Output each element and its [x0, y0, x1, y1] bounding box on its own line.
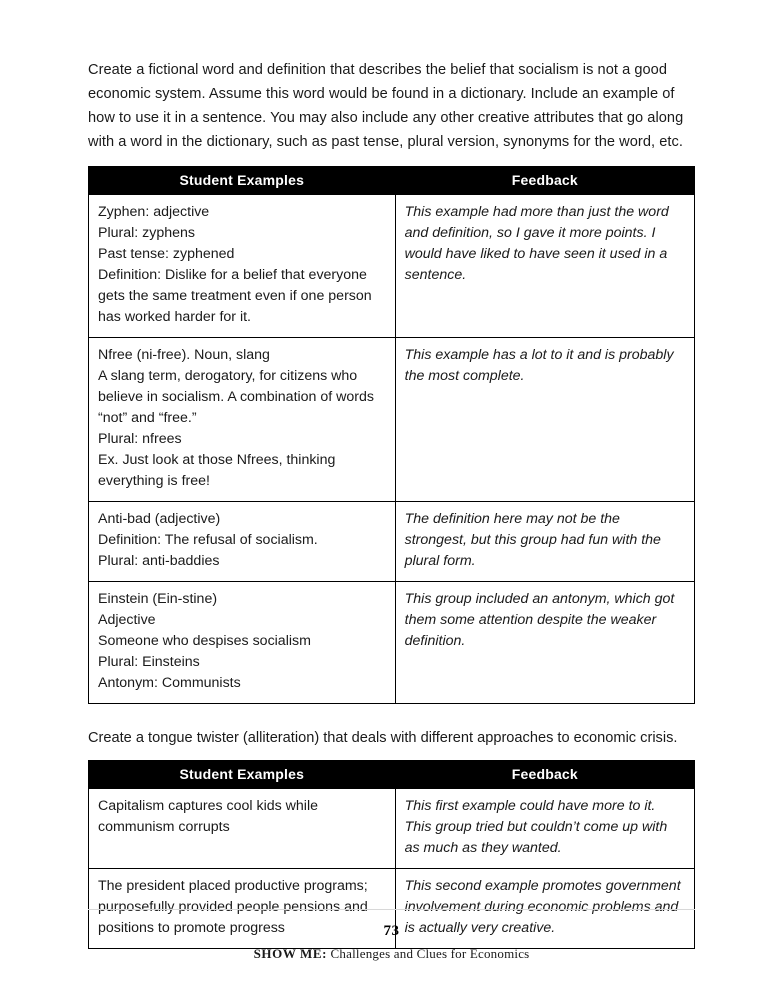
student-example-cell	[89, 195, 396, 338]
page-number: 73	[383, 923, 400, 939]
example-line: Past tense: zyphened	[98, 246, 235, 262]
student-examples-table-1	[88, 166, 695, 704]
example-line: Plural: zyphens	[98, 225, 195, 241]
example-line: Einstein (Ein-stine)	[98, 591, 218, 607]
table-row	[89, 338, 695, 502]
footer-brand: SHOW ME:	[253, 946, 328, 961]
footer-divider	[88, 909, 695, 910]
example-line: The president placed productive programs; purposefully provided people pensions and positions to promote progress	[98, 878, 368, 936]
feedback-cell: This example had more than just the word and definition, so I gave it more points. I would have liked to have seen it used in a sentence.	[395, 195, 694, 338]
example-line: Plural: Einsteins	[98, 654, 200, 670]
footer-title	[88, 946, 695, 962]
example-line: Anti-bad (adjective)	[98, 511, 221, 527]
student-example-cell	[89, 582, 396, 704]
example-line: Adjective	[98, 612, 156, 628]
example-line: Antonym: Communists	[98, 675, 241, 691]
table-header-row	[89, 167, 695, 195]
table-row	[89, 195, 695, 338]
intro-prompt: Create a fictional word and definition that describes the belief that socialism is not a good economic system. Assume this word would be found in a dictionary. Include an example of how to use it in a sentence. You may also include any other creative attributes that go along with a word in the dictionary, such as past tense, plural version, synonyms for the word, etc.	[88, 62, 684, 150]
feedback-cell: The definition here may not be the strongest, but this group had fun with the plural form.	[395, 502, 694, 582]
example-line: Nfree (ni-free). Noun, slang	[98, 347, 270, 363]
table-row	[89, 582, 695, 704]
student-example-cell	[89, 789, 396, 869]
example-line: Plural: nfrees	[98, 431, 182, 447]
example-line: Zyphen: adjective	[98, 204, 210, 220]
feedback-cell: This first example could have more to it. This group tried but couldn’t come up with as much as they wanted.	[395, 789, 694, 869]
feedback-cell: This example has a lot to it and is probably the most complete.	[395, 338, 694, 502]
example-line: Definition: The refusal of socialism.	[98, 532, 318, 548]
second-prompt: Create a tongue twister (alliteration) that deals with different approaches to economic crisis.	[88, 730, 678, 746]
column-header-student-examples: Student Examples	[89, 761, 396, 789]
table-header-row	[89, 761, 695, 789]
page-footer	[88, 909, 695, 962]
feedback-cell: This group included an antonym, which got them some attention despite the weaker definition.	[395, 582, 694, 704]
feedback-cell: This second example promotes government involvement during economic problems and is actually very creative.	[395, 869, 694, 949]
column-header-feedback: Feedback	[395, 761, 694, 789]
student-example-cell	[89, 502, 396, 582]
student-example-cell	[89, 338, 396, 502]
example-line: Capitalism captures cool kids while communism corrupts	[98, 798, 318, 835]
column-header-student-examples: Student Examples	[89, 167, 396, 195]
table-row	[89, 502, 695, 582]
footer-subtitle: Challenges and Clues for Economics	[327, 946, 530, 961]
example-line: Someone who despises socialism	[98, 633, 311, 649]
example-line: A slang term, derogatory, for citizens who believe in socialism. A combination of words “not” and “free.”	[98, 368, 375, 426]
example-line: Ex. Just look at those Nfrees, thinking everything is free!	[98, 452, 336, 489]
example-line: Plural: anti-baddies	[98, 553, 220, 569]
table-row	[89, 789, 695, 869]
example-line: Definition: Dislike for a belief that everyone gets the same treatment even if one person has worked harder for it.	[98, 267, 372, 325]
column-header-feedback: Feedback	[395, 167, 694, 195]
